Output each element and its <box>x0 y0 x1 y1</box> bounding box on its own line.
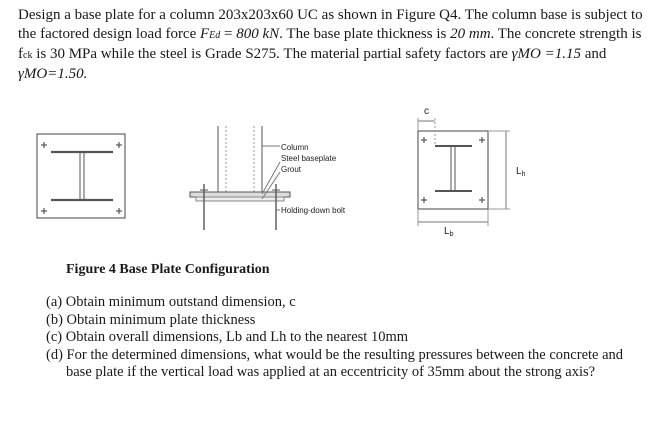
plate-thickness: 20 mm <box>450 26 491 42</box>
load-value: 800 kN <box>236 26 280 42</box>
plan-view-left <box>37 134 125 218</box>
question-a: (a) Obtain minimum outstand dimension, c <box>46 294 296 310</box>
gamma-mc: γMO=1.50. <box>18 66 88 82</box>
plan-view-right <box>418 118 510 226</box>
label-lb: $L_b$ <box>444 226 454 238</box>
question-b: (b) Obtain minimum plate thickness <box>46 311 256 328</box>
question-list <box>46 294 646 382</box>
fck-subscript: ck <box>23 50 33 61</box>
label-column: Column <box>281 143 309 152</box>
force-symbol: F <box>200 26 210 42</box>
intro-text-4: . The concrete strength is f <box>18 26 642 62</box>
label-holding-down-bolt: Holding-down bolt <box>281 206 346 215</box>
gamma-m0: γMO =1.15 <box>511 46 581 62</box>
intro-text-3: . The base plate thickness is <box>279 26 451 42</box>
question-d: (d) For the determined dimensions, what would be the resulting pressures between the concrete and base plate if the vertical load was applied at an eccentricity of 35mm about the strong axis? <box>46 346 624 380</box>
label-c: c <box>424 106 429 117</box>
question-c: (c) Obtain overall dimensions, Lb and Lh to the nearest 10mm <box>46 329 409 345</box>
intro-text-1: Design a base plate for a column 203x203x60 UC as shown in Figure Q4. The column base is subject to the factored design load force <box>18 7 643 42</box>
figure-caption: Figure 4 Base Plate Configuration <box>66 262 270 277</box>
elevation-view <box>190 126 290 230</box>
force-subscript: Ed <box>209 30 221 41</box>
label-lh: $L_h$ <box>516 166 526 178</box>
intro-text-2: = <box>220 26 237 42</box>
label-steel-baseplate: Steel baseplate <box>281 154 337 163</box>
intro-text-6: and <box>581 46 607 62</box>
intro-text-5: is 30 MPa while the steel is Grade S275. The material partial safety factors are <box>32 46 512 62</box>
label-grout: Grout <box>281 165 302 174</box>
